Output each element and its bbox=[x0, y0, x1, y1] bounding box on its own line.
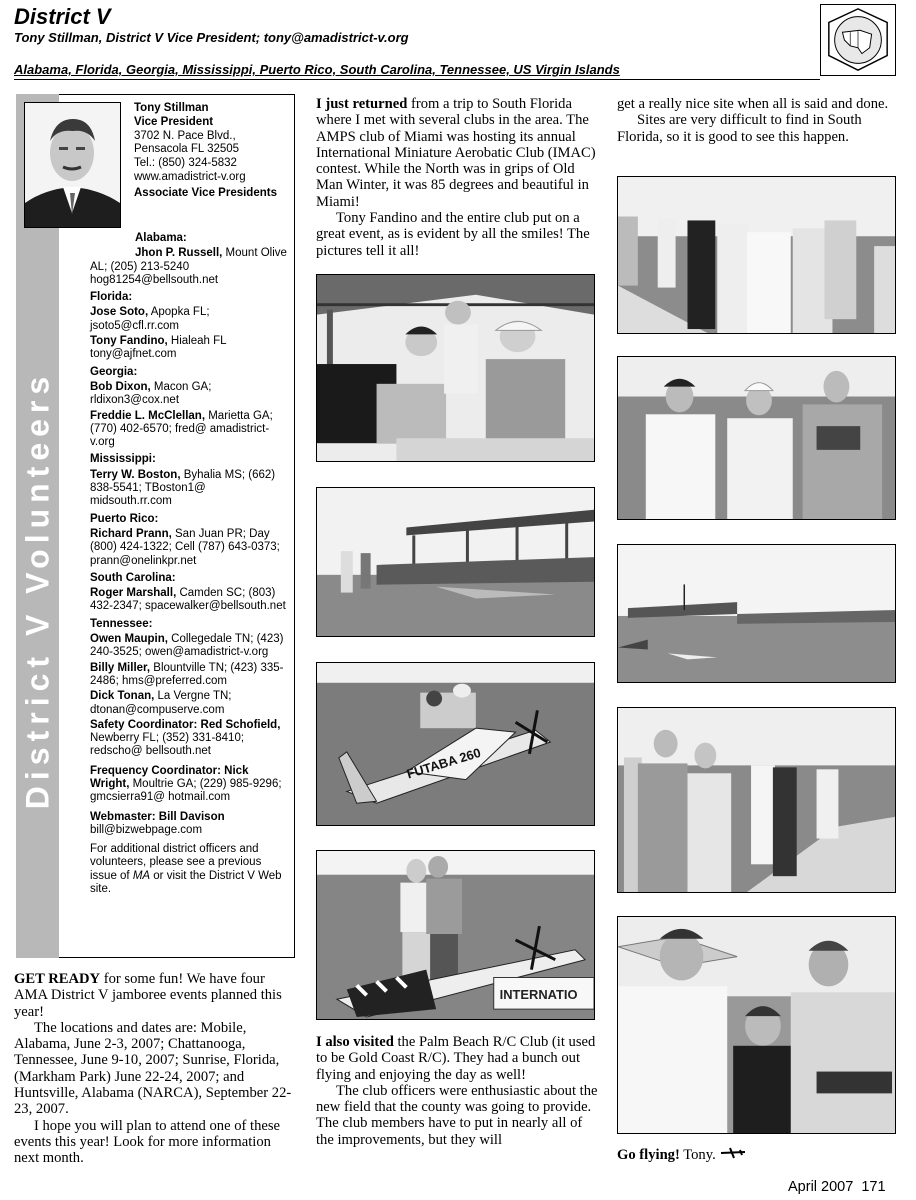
volunteer-name: Safety Coordinator: Red Schofield, bbox=[90, 718, 281, 731]
lead-bold: I also visited bbox=[316, 1034, 394, 1050]
state-heading: South Carolina: bbox=[90, 571, 176, 584]
volunteer-detail: Camden SC; (803) 432-2347; spacewalker@bellsouth.net bbox=[90, 587, 286, 613]
volunteer-entry bbox=[90, 690, 290, 717]
volunteer-detail: Marietta GA; (770) 402-6570; fred@ amadistrict-v.org bbox=[90, 409, 273, 449]
vp-phone: Tel.: (850) 324-5832 bbox=[134, 157, 237, 170]
district-map-logo bbox=[820, 4, 896, 76]
photo-field-overview bbox=[617, 544, 896, 683]
volunteer-entry bbox=[90, 410, 290, 450]
state-heading: Georgia: bbox=[90, 365, 138, 378]
state-heading: Tennessee: bbox=[90, 617, 153, 630]
state-heading: Mississippi: bbox=[90, 453, 156, 466]
volunteer-name: Terry W. Boston, bbox=[90, 468, 181, 481]
states-line: Alabama, Florida, Georgia, Mississippi, Puerto Rico, South Carolina, Tennessee, US Virgin Islands bbox=[14, 62, 620, 77]
photo-boy-with-transmitter bbox=[617, 916, 896, 1134]
volunteer-detail: Moultrie GA; (229) 985-9296; gmcsierra91@ hotmail.com bbox=[90, 777, 282, 804]
jamboree-article bbox=[14, 971, 296, 1167]
volunteer-name: Bob Dixon, bbox=[90, 380, 151, 393]
photo-pits-overview bbox=[316, 487, 595, 637]
volunteer-entry bbox=[90, 811, 290, 838]
paragraph: get a really nice site when all is said and done. bbox=[617, 96, 889, 112]
volunteer-list bbox=[90, 232, 290, 896]
volunteer-name: Roger Marshall, bbox=[90, 587, 177, 600]
paragraph: The locations and dates are: Mobile, Alabama, June 2-3, 2007; Chattanooga, Tennessee, June 9-10, 2007; Sunrise, Florida, (Markham Park) June 22-24, 2007; and Huntsville, Alabama (NARCA), September 22-23, 2007. bbox=[14, 1019, 292, 1118]
volunteer-detail: Hialeah FL tony@ajfnet.com bbox=[90, 335, 227, 361]
photo-pilots-at-fence bbox=[617, 707, 896, 893]
photo-couple-checkered-plane bbox=[316, 850, 595, 1020]
volunteer-name: Webmaster: Bill Davison bbox=[90, 810, 225, 823]
volunteer-name: Tony Fandino, bbox=[90, 335, 168, 348]
continued-article bbox=[617, 96, 899, 145]
footnote-text-end: or visit the District V Web site. bbox=[90, 869, 282, 896]
volunteer-entry bbox=[90, 765, 290, 805]
assoc-vp-heading: Associate Vice Presidents bbox=[134, 186, 277, 199]
volunteer-entry bbox=[90, 528, 290, 568]
lead-text: the Palm Beach R/C Club (it used to be Gold Coast R/C). They had a bunch out flying and enjoying the day as well! bbox=[316, 1034, 596, 1083]
vp-address-line2: Pensacola FL 32505 bbox=[134, 143, 240, 156]
volunteer-entry bbox=[90, 469, 290, 509]
section-title: District V bbox=[14, 4, 111, 29]
volunteer-entry bbox=[90, 335, 290, 362]
volunteer-entry bbox=[90, 247, 290, 287]
vp-role: Vice President bbox=[134, 115, 214, 128]
volunteer-name: Dick Tonan, bbox=[90, 690, 155, 703]
volunteer-name: Billy Miller, bbox=[90, 661, 151, 674]
miami-article bbox=[316, 96, 598, 259]
volunteer-detail: Mount Olive AL; (205) 213-5240 hog81254@bellsouth.net bbox=[90, 247, 287, 286]
paragraph: I hope you will plan to attend one of these events this year! Look for more information next month. bbox=[14, 1117, 281, 1167]
volunteer-detail: bill@bizwebpage.com bbox=[90, 823, 203, 836]
lead-bold: GET READY bbox=[14, 971, 101, 987]
photo-futaba-plane bbox=[316, 662, 595, 826]
volunteer-detail: Blountville TN; (423) 335-2486; hms@preferred.com bbox=[90, 661, 284, 687]
closing-signature: Tony. bbox=[679, 1147, 716, 1163]
volunteer-name: Owen Maupin, bbox=[90, 633, 168, 646]
paragraph: The club officers were enthusiastic about the new field that the county was going to provide. The club members have to put in nearly all of the improvements, but they will bbox=[316, 1082, 598, 1148]
volunteer-detail: Macon GA; rldixon3@cox.net bbox=[90, 380, 212, 407]
volunteer-entry bbox=[90, 306, 290, 333]
page-number: 171 bbox=[861, 1179, 886, 1195]
footnote-text: For additional district officers and volunteers, please see a previous issue of bbox=[90, 843, 262, 882]
lead-text: for some fun! We have four AMA District V jamboree events planned this year! bbox=[14, 971, 282, 1020]
vp-portrait-photo bbox=[24, 102, 121, 228]
volunteer-detail: Byhalia MS; (662) 838-5541; TBoston1@ midsouth.rr.com bbox=[90, 468, 276, 508]
photo-pavilion-laptop bbox=[316, 274, 595, 462]
photo-pilots-flying bbox=[617, 176, 896, 334]
lead-bold: I just returned bbox=[316, 96, 408, 112]
issue-date: April 2007 bbox=[788, 1179, 854, 1195]
volunteer-entry bbox=[90, 633, 290, 660]
section-subtitle: Tony Stillman, District V Vice President; tony@amadistrict-v.org bbox=[14, 30, 409, 45]
vp-address-line1: 3702 N. Pace Blvd., bbox=[134, 129, 236, 142]
volunteer-name: Richard Prann, bbox=[90, 527, 172, 540]
volunteer-detail: La Vergne TN; dtonan@compuserve.com bbox=[90, 690, 232, 716]
volunteer-entry bbox=[90, 662, 290, 689]
volunteer-detail: San Juan PR; Day (800) 424-1322; Cell (787) 643-0373; prann@onelinkpr.net bbox=[90, 527, 280, 567]
volunteers-footnote bbox=[90, 843, 290, 896]
vp-contact bbox=[134, 102, 292, 201]
plane-livery-text: INTERNATIO bbox=[499, 987, 578, 1003]
volunteer-name: Freddie L. McClellan, bbox=[90, 409, 206, 422]
sidebar-vertical-title: District V Volunteers bbox=[19, 370, 56, 810]
closing-bold: Go flying! bbox=[617, 1147, 680, 1163]
photo-three-men bbox=[617, 356, 896, 520]
lead-text: from a trip to South Florida where I met with several clubs in the area. The AMPS club of Miami was hosting its annual International Miniature Aerobatic Club (IMAC) contest. While the North was in grips of Old Man Winter, it was 85 degrees and beautiful in Miami! bbox=[316, 96, 596, 210]
header-rule bbox=[14, 79, 820, 80]
volunteer-detail: Newberry FL; (352) 331-8410; redscho@ bellsouth.net bbox=[90, 732, 245, 758]
vp-name: Tony Stillman bbox=[134, 102, 209, 114]
paragraph: Sites are very difficult to find in South Florida, so it is good to see this happen. bbox=[617, 112, 862, 145]
volunteer-entry bbox=[90, 587, 290, 614]
magazine-name: MA bbox=[132, 869, 151, 882]
palm-beach-article bbox=[316, 1034, 598, 1148]
state-heading: Florida: bbox=[90, 291, 133, 304]
volunteer-entry bbox=[90, 381, 290, 408]
volunteer-detail: Collegedale TN; (423) 240-3525; owen@amadistrict-v.org bbox=[90, 633, 284, 659]
page-footer bbox=[788, 1179, 886, 1195]
volunteer-name: Frequency Coordinator: Nick Wright, bbox=[90, 764, 249, 790]
volunteer-entry bbox=[90, 719, 290, 759]
state-heading: Alabama: bbox=[135, 232, 187, 244]
ama-plane-icon bbox=[720, 1147, 746, 1163]
paragraph: Tony Fandino and the entire club put on a great event, as is evident by all the smiles! The pictures tell it all! bbox=[316, 210, 590, 259]
closing-line bbox=[617, 1147, 899, 1163]
vp-website: www.amadistrict-v.org bbox=[134, 170, 246, 183]
volunteer-detail: Apopka FL; jsoto5@cfl.rr.com bbox=[90, 306, 210, 332]
plane-livery-text: FUTABA 260 bbox=[404, 744, 483, 782]
volunteer-name: Jose Soto, bbox=[90, 306, 149, 319]
state-heading: Puerto Rico: bbox=[90, 512, 159, 525]
volunteer-name: Jhon P. Russell, bbox=[135, 247, 223, 260]
